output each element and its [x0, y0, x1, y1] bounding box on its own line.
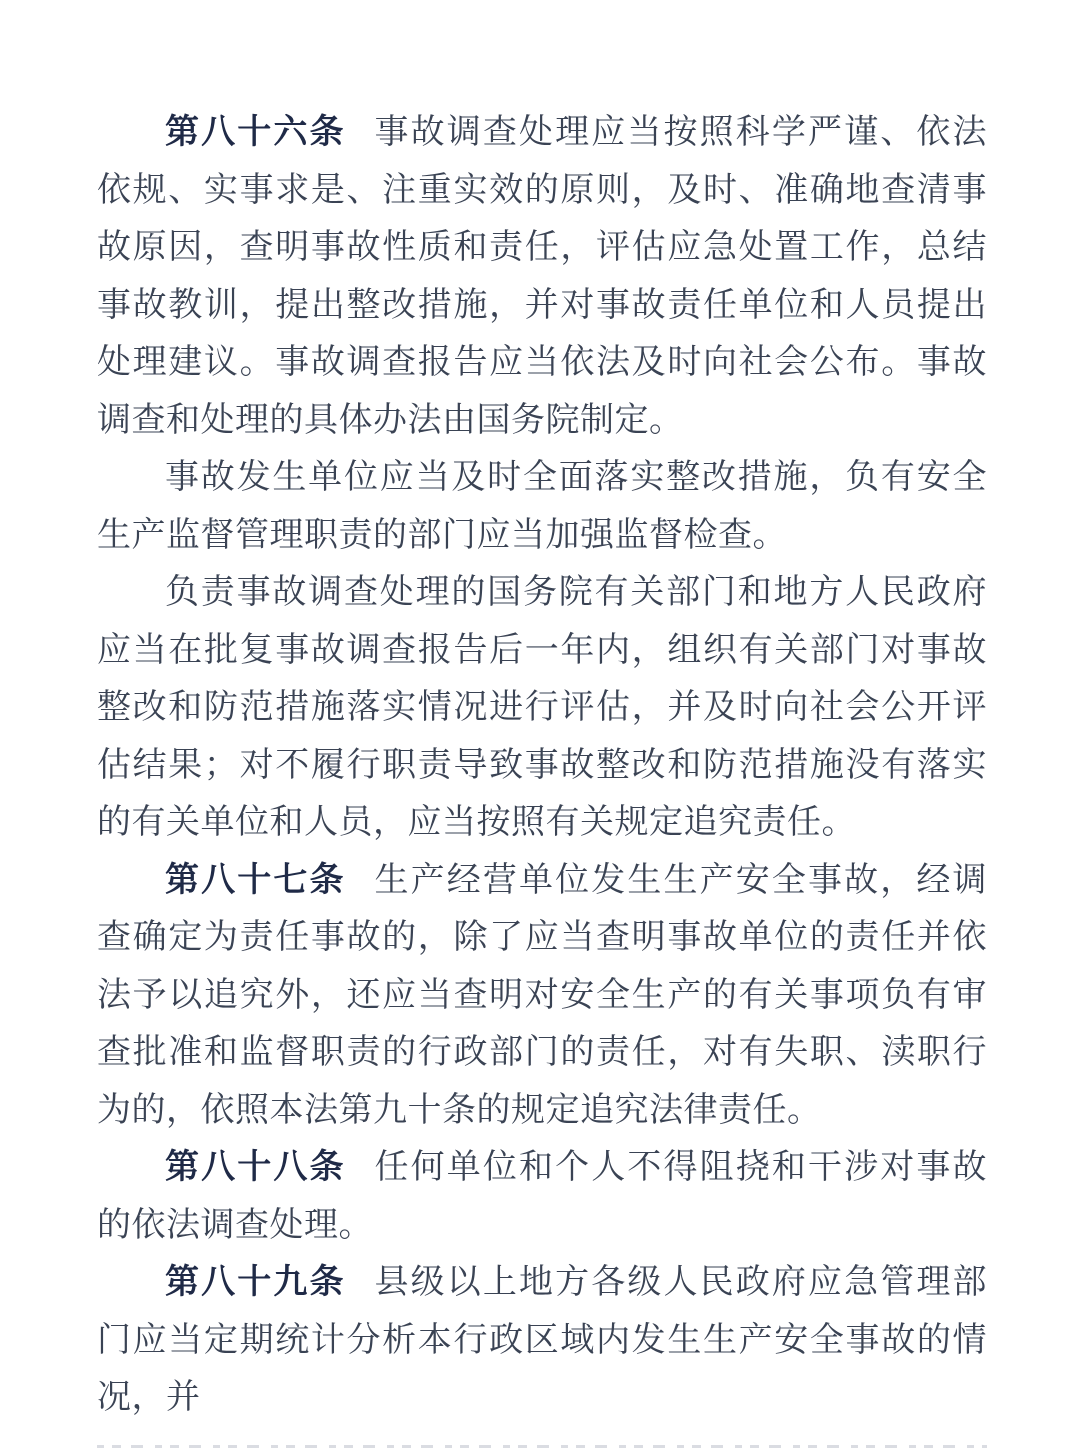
article-88-paragraph	[97, 1139, 987, 1254]
paragraph-text: 事故调查处理应当按照科学严谨、依法依规、实事求是、注重实效的原则，及时、准确地查清事故原因，查明事故性质和责任，评估应急处置工作，总结事故教训，提出整改措施，并对事故责任单位和人员提出处理建议。事故调查报告应当依法及时向社会公布。事故调查和处理的具体办法由国务院制定。	[97, 114, 988, 439]
article-89-number: 第八十九条	[165, 1263, 346, 1301]
article-86-number: 第八十六条	[165, 113, 346, 151]
paragraph-text: 任何单位和个人不得阻挠和干涉对事故的依法调查处理。	[97, 1149, 988, 1244]
article-86-paragraph-1	[97, 104, 987, 449]
paragraph-text: 县级以上地方各级人民政府应急管理部门应当定期统计分析本行政区域内发生生产安全事故的情况，并	[97, 1264, 988, 1416]
paragraph-text: 负责事故调查处理的国务院有关部门和地方人民政府应当在批复事故调查报告后一年内，组织有关部门对事故整改和防范措施落实情况进行评估，并及时向社会公开评估结果；对不履行职责导致事故整改和防范措施没有落实的有关单位和人员，应当按照有关规定追究责任。	[97, 574, 987, 841]
paragraph-text: 生产经营单位发生生产安全事故，经调查确定为责任事故的，除了应当查明事故单位的责任并依法予以追究外，还应当查明对安全生产的有关事项负有审查批准和监督职责的行政部门的责任，对有失职、渎职行为的，依照本法第九十条的规定追究法律责任。	[97, 861, 988, 1129]
clipped-text-line	[97, 1445, 987, 1448]
document-body	[97, 104, 987, 1448]
paragraph-text: 事故发生单位应当及时全面落实整改措施，负有安全生产监督管理职责的部门应当加强监督检查。	[97, 459, 987, 554]
article-88-number: 第八十八条	[165, 1148, 346, 1186]
article-87-paragraph	[97, 852, 987, 1140]
article-86-paragraph-3	[97, 564, 987, 852]
article-89-paragraph-truncated	[97, 1254, 987, 1427]
article-86-paragraph-2	[97, 449, 987, 564]
article-87-number: 第八十七条	[165, 860, 346, 899]
